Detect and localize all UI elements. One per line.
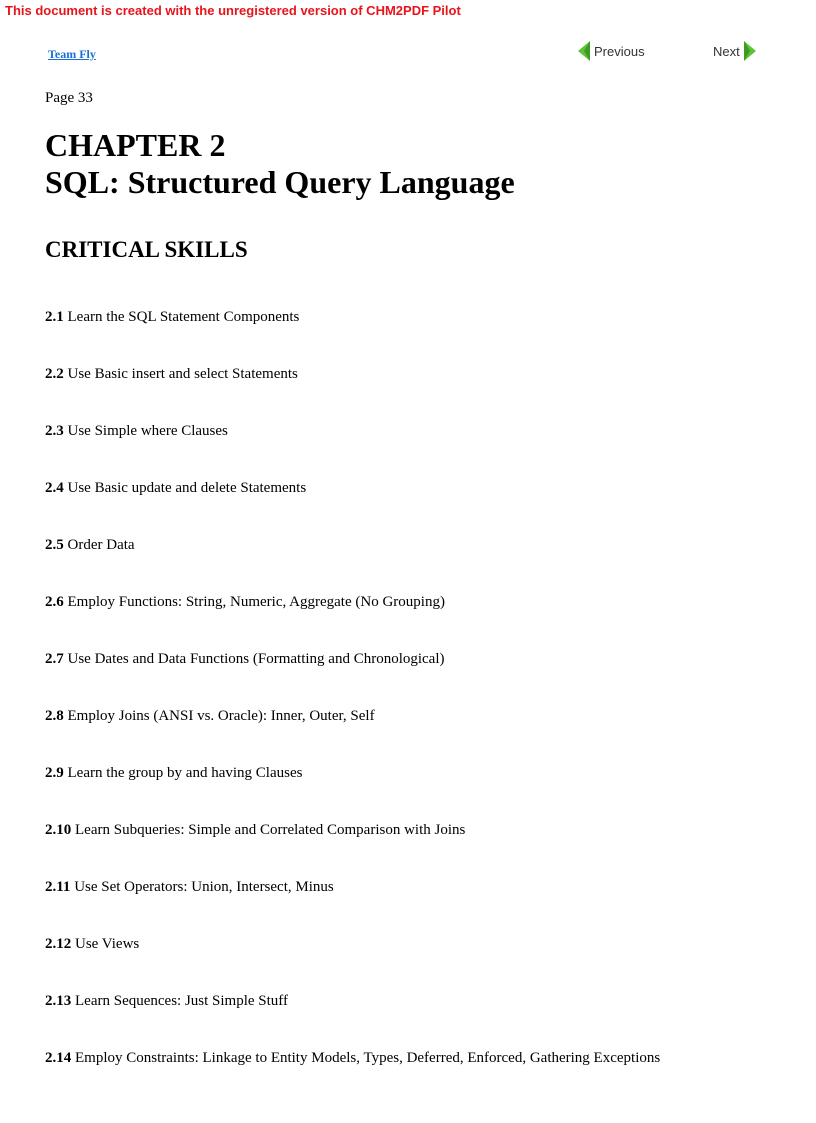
- skill-number: 2.1: [45, 309, 64, 325]
- list-item: [45, 308, 660, 365]
- skill-number: 2.14: [45, 1050, 72, 1066]
- skill-number: 2.11: [45, 879, 71, 895]
- list-item: [45, 992, 660, 1049]
- skill-number: 2.9: [45, 765, 64, 781]
- team-fly-link[interactable]: Team Fly: [48, 47, 96, 61]
- list-item: [45, 935, 660, 992]
- section-heading: CRITICAL SKILLS: [45, 237, 248, 262]
- skill-number: 2.13: [45, 993, 72, 1009]
- skill-text: Order Data: [67, 537, 135, 553]
- skill-text: Use Views: [75, 936, 140, 952]
- skill-number: 2.8: [45, 708, 64, 724]
- skill-text: Employ Constraints: Linkage to Entity Models, Types, Deferred, Enforced, Gathering Exceptions: [75, 1050, 661, 1066]
- previous-button[interactable]: [577, 40, 645, 62]
- list-item: [45, 821, 660, 878]
- list-item: [45, 536, 660, 593]
- skill-number: 2.7: [45, 651, 64, 667]
- skills-list: [45, 308, 660, 1106]
- skill-text: Use Set Operators: Union, Intersect, Minus: [74, 879, 334, 895]
- skill-text: Learn the SQL Statement Components: [67, 309, 300, 325]
- chapter-title: [45, 127, 515, 201]
- skill-text: Employ Functions: String, Numeric, Aggregate (No Grouping): [67, 594, 445, 610]
- skill-number: 2.6: [45, 594, 64, 610]
- list-item: [45, 764, 660, 821]
- skill-text: Use Dates and Data Functions (Formatting and Chronological): [67, 651, 445, 667]
- skill-number: 2.10: [45, 822, 72, 838]
- skill-text: Use Basic update and delete Statements: [67, 480, 307, 496]
- list-item: [45, 707, 660, 764]
- skill-number: 2.4: [45, 480, 64, 496]
- skill-number: 2.12: [45, 936, 72, 952]
- arrow-right-icon: [743, 40, 757, 62]
- skill-number: 2.3: [45, 423, 64, 439]
- skill-number: 2.5: [45, 537, 64, 553]
- page-number: Page 33: [45, 90, 93, 106]
- list-item: [45, 878, 660, 935]
- watermark-banner: This document is created with the unregistered version of CHM2PDF Pilot: [5, 3, 461, 18]
- skill-text: Learn Sequences: Just Simple Stuff: [75, 993, 289, 1009]
- list-item: [45, 479, 660, 536]
- list-item: [45, 593, 660, 650]
- list-item: [45, 650, 660, 707]
- skill-text: Employ Joins (ANSI vs. Oracle): Inner, Outer, Self: [67, 708, 375, 724]
- next-button[interactable]: [713, 40, 757, 62]
- previous-label: Previous: [594, 43, 645, 59]
- arrow-left-icon: [577, 40, 591, 62]
- list-item: [45, 1049, 660, 1106]
- list-item: [45, 365, 660, 422]
- skill-number: 2.2: [45, 366, 64, 382]
- skill-text: Use Simple where Clauses: [67, 423, 228, 439]
- skill-text: Learn Subqueries: Simple and Correlated Comparison with Joins: [75, 822, 466, 838]
- list-item: [45, 422, 660, 479]
- chapter-subtitle: SQL: Structured Query Language: [45, 164, 515, 200]
- skill-text: Learn the group by and having Clauses: [67, 765, 303, 781]
- skill-text: Use Basic insert and select Statements: [67, 366, 298, 382]
- next-label: Next: [713, 43, 740, 59]
- chapter-number: CHAPTER 2: [45, 127, 226, 163]
